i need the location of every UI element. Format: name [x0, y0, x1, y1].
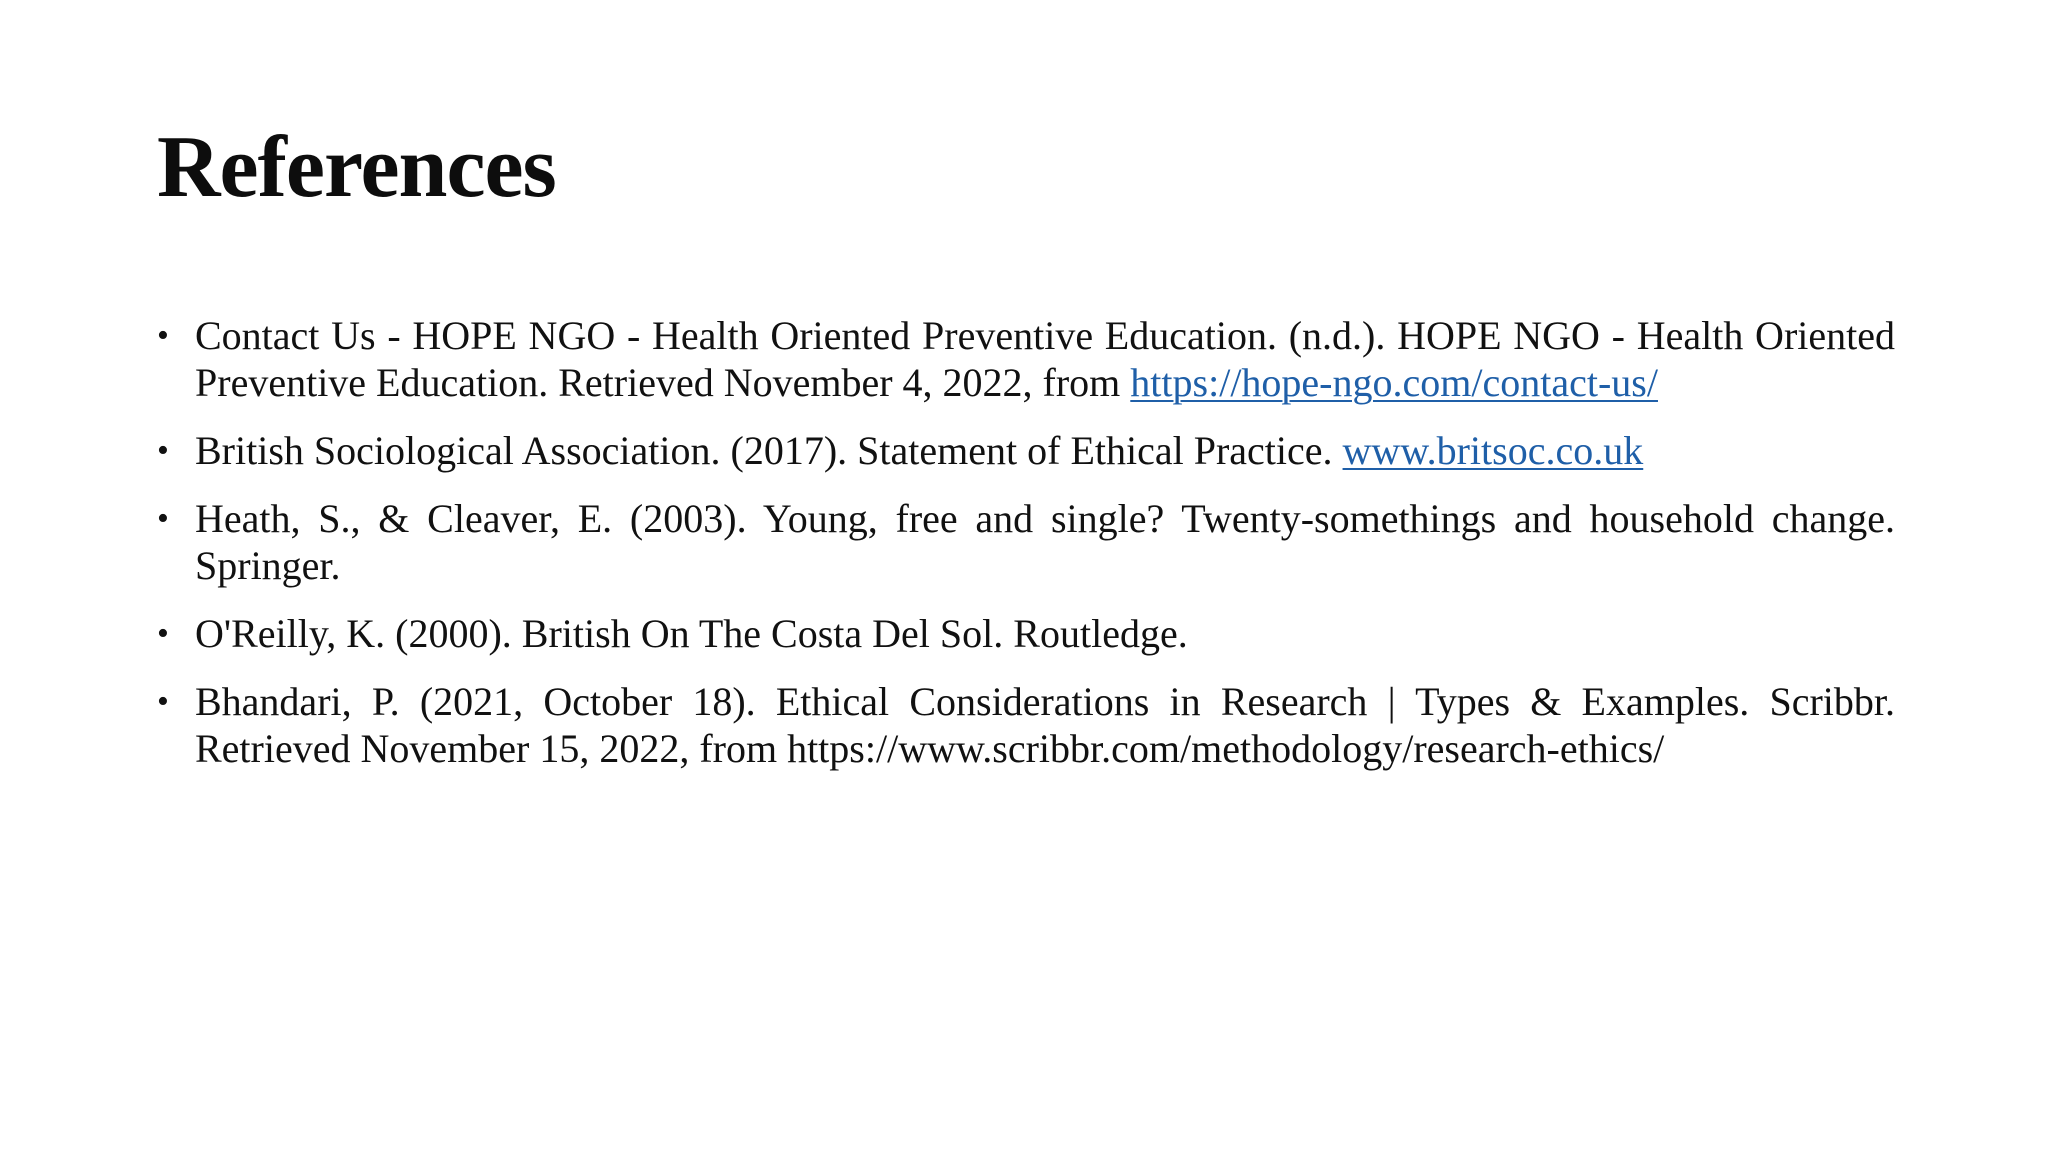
reference-item	[157, 610, 1895, 657]
bullet-icon: •	[157, 615, 169, 652]
reference-link[interactable]: https://hope-ngo.com/contact-us/	[1130, 360, 1658, 405]
reference-text: British Sociological Association. (2017). Statement of Ethical Practice.	[195, 428, 1343, 473]
reference-text: Bhandari, P. (2021, October 18). Ethical Considerations in Research | Types & Examples. Scribbr. Retrieved November 15, 2022, from https://www.scribbr.com/methodology/research-ethics/	[195, 679, 1895, 771]
reference-text: Heath, S., & Cleaver, E. (2003). Young, free and single? Twenty-somethings and household change. Springer.	[195, 496, 1895, 588]
reference-item	[157, 427, 1895, 474]
reference-text: Contact Us - HOPE NGO - Health Oriented Preventive Education. (n.d.). HOPE NGO - Health Oriented Preventive Education. Retrieved November 4, 2022, from	[195, 313, 1895, 405]
reference-link[interactable]: www.britsoc.co.uk	[1342, 428, 1644, 473]
reference-text: O'Reilly, K. (2000). British On The Costa Del Sol. Routledge.	[195, 611, 1188, 656]
bullet-icon: •	[157, 432, 169, 469]
reference-item	[157, 312, 1895, 406]
reference-item	[157, 495, 1895, 589]
bullet-icon: •	[157, 500, 169, 537]
page-title: References	[157, 119, 556, 216]
bullet-icon: •	[157, 317, 169, 354]
bullet-icon: •	[157, 683, 169, 720]
reference-item	[157, 678, 1895, 772]
reference-list	[157, 312, 1895, 793]
